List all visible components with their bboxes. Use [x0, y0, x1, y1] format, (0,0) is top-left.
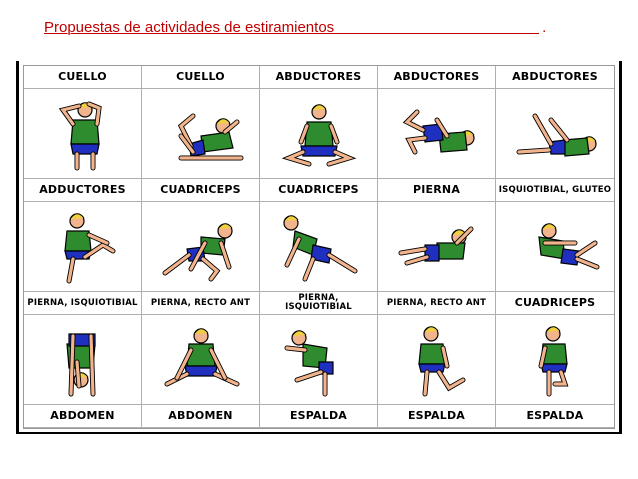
stretching-grid [23, 65, 615, 429]
stretch-figure-icon [387, 96, 487, 172]
exercise-illustration [496, 89, 614, 179]
exercise-illustration [260, 89, 378, 179]
exercise-illustration [378, 315, 496, 405]
exercise-illustration [260, 202, 378, 292]
bottom-rule [16, 432, 622, 434]
exercise-label: ESPALDA [496, 405, 614, 428]
stretch-figure-icon [151, 209, 251, 285]
title-underline [334, 19, 539, 34]
stretch-figure-icon [269, 96, 369, 172]
exercise-illustration [24, 315, 142, 405]
page-title-text: Propuestas de actividades de estiramientos [44, 19, 335, 36]
exercise-label: PIERNA, RECTO ANT [142, 292, 260, 315]
stretch-figure-icon [505, 209, 605, 285]
exercise-label: CUADRICEPS [142, 179, 260, 202]
exercise-label: ABDUCTORES [378, 66, 496, 89]
exercise-label: ABDUCTORES [496, 66, 614, 89]
stretch-figure-icon [33, 209, 133, 285]
exercise-illustration [496, 315, 614, 405]
exercise-label: PIERNA, ISQUIOTIBIAL [24, 292, 142, 315]
exercise-label: ABDOMEN [24, 405, 142, 428]
exercise-illustration [142, 315, 260, 405]
exercise-illustration [496, 202, 614, 292]
exercise-label: ABDOMEN [142, 405, 260, 428]
exercise-illustration [378, 89, 496, 179]
exercise-label: ISQUIOTIBIAL, GLUTEO [496, 179, 614, 202]
exercise-illustration [24, 89, 142, 179]
exercise-label: ESPALDA [378, 405, 496, 428]
stretch-figure-icon [387, 322, 487, 398]
exercise-label: CUADRICEPS [496, 292, 614, 315]
stretch-figure-icon [387, 209, 487, 285]
stretch-figure-icon [269, 209, 369, 285]
stretching-chart [16, 61, 622, 433]
stretch-figure-icon [33, 322, 133, 398]
exercise-label: CUADRICEPS [260, 179, 378, 202]
stretch-figure-icon [505, 96, 605, 172]
exercise-label: ABDUCTORES [260, 66, 378, 89]
exercise-illustration [378, 202, 496, 292]
exercise-illustration [142, 202, 260, 292]
stretch-figure-icon [269, 322, 369, 398]
stretch-figure-icon [151, 96, 251, 172]
exercise-label: ADDUCTORES [24, 179, 142, 202]
exercise-label: ESPALDA [260, 405, 378, 428]
exercise-label: PIERNA, ISQUIOTIBIAL [260, 292, 378, 315]
exercise-label: CUELLO [24, 66, 142, 89]
page-title-period: . [542, 19, 547, 36]
stretch-figure-icon [33, 96, 133, 172]
exercise-label: CUELLO [142, 66, 260, 89]
exercise-illustration [142, 89, 260, 179]
page-title [44, 17, 604, 36]
exercise-illustration [260, 315, 378, 405]
stretch-figure-icon [151, 322, 251, 398]
exercise-label: PIERNA, RECTO ANT [378, 292, 496, 315]
exercise-illustration [24, 202, 142, 292]
stretch-figure-icon [505, 322, 605, 398]
exercise-label: PIERNA [378, 179, 496, 202]
